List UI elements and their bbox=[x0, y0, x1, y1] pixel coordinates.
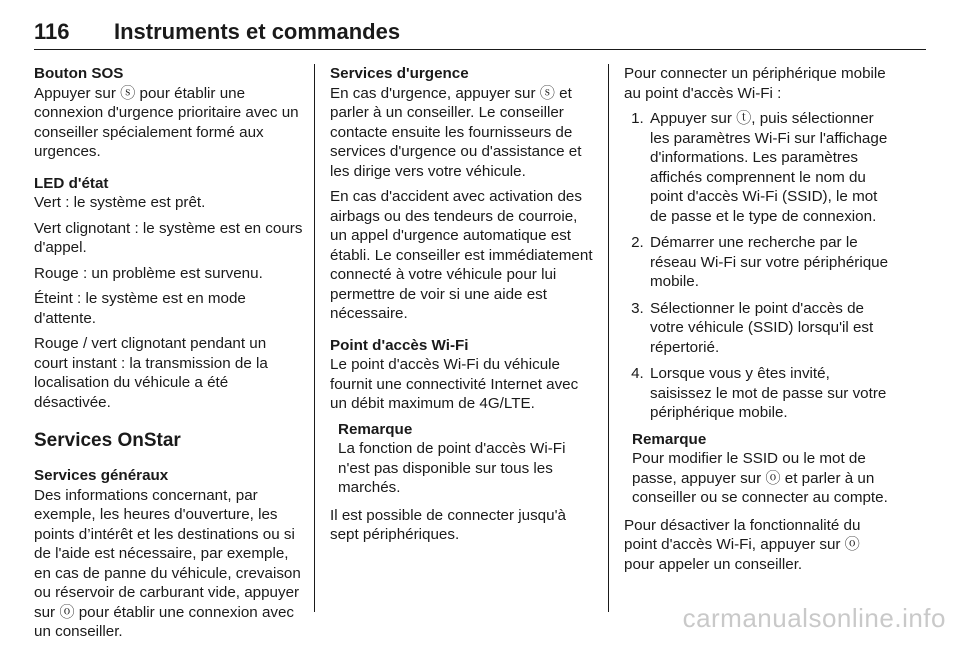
wifi-text: Le point d'accès Wi-Fi du véhicule fournit une connectivité Internet avec un débit maximum de 4G/LTE. bbox=[330, 356, 579, 412]
led-status-standby: Éteint : le système est en mode d'attente. bbox=[34, 290, 246, 327]
led-status-ready: Vert : le système est prêt. bbox=[34, 194, 206, 211]
devices-text: Il est possible de connecter jusqu'à sept périphériques. bbox=[330, 506, 566, 543]
note-box bbox=[338, 420, 596, 498]
watermark: carmanualsonline.info bbox=[682, 603, 946, 633]
note-heading: Remarque bbox=[632, 430, 707, 448]
page-title: Instruments et commandes bbox=[114, 19, 401, 44]
connect-intro: Pour connecter un périphérique mobile au point d'accès Wi-Fi : bbox=[624, 65, 886, 102]
led-status-problem: Rouge : un problème est survenu. bbox=[34, 264, 263, 282]
column-divider bbox=[314, 64, 315, 612]
list-item: 3. Sélectionner le point d'accès de votre véhicule (SSID) lorsqu'il est répertorié. bbox=[648, 299, 890, 358]
emergency-heading: Services d'urgence bbox=[330, 65, 469, 82]
list-item: 4. Lorsque vous y êtes invité, saisissez le mot de passe sur votre périphérique mobile. bbox=[648, 364, 890, 423]
page-number: 116 bbox=[34, 19, 70, 44]
deactivate-text: Pour désactiver la fonctionnalité du point d'accès Wi-Fi, appuyer sur ⓞ pour appeler un conseiller. bbox=[624, 516, 861, 573]
general-services-heading: Services généraux bbox=[34, 467, 169, 484]
section-title: Services OnStar bbox=[34, 430, 181, 451]
column-divider bbox=[608, 64, 609, 612]
column-middle bbox=[330, 64, 596, 551]
led-status-calling: Vert clignotant : le système est en cours d'appel. bbox=[34, 219, 303, 256]
note-text: Pour modifier le SSID ou le mot de passe, appuyer sur ⓞ et parler à un conseiller ou se connecter au compte. bbox=[632, 450, 888, 506]
connect-steps bbox=[624, 109, 890, 423]
column-left bbox=[34, 64, 304, 648]
column-right bbox=[624, 64, 890, 580]
led-heading: LED d'état bbox=[34, 174, 109, 192]
emergency-text-2: En cas d'accident avec activation des airbags ou des tendeurs de courroie, un appel d'urgence automatique est établi. Le conseiller est immédiatement connecté à votre véhicule pour lui permettre de voir si une aide est nécessaire. bbox=[330, 188, 593, 322]
sos-text: Appuyer sur ⓢ pour établir une connexion d'urgence prioritaire avec un conseiller spécialement formé aux urgences. bbox=[34, 84, 299, 160]
note-box bbox=[632, 430, 890, 508]
page-header bbox=[34, 14, 926, 50]
note-text: La fonction de point d'accès Wi-Fi n'est pas disponible sur tous les marchés. bbox=[338, 440, 566, 496]
sos-heading: Bouton SOS bbox=[34, 65, 124, 82]
list-item: 2. Démarrer une recherche par le réseau Wi-Fi sur votre périphérique mobile. bbox=[648, 233, 890, 292]
general-services-text: Des informations concernant, par exemple, les heures d'ouverture, les points d’intérêt et les destinations ou si de l'aide est nécessaire, par exemple, en cas de panne du véhicule, crevaison ou réservoir de carburant vide, appuyer sur ⓞ pour établir une connexion avec un conseiller. bbox=[34, 486, 301, 640]
led-status-location-off: Rouge / vert clignotant pendant un court instant : la transmission de la localisation du véhicule a été désactivée. bbox=[34, 335, 268, 411]
note-heading: Remarque bbox=[338, 420, 413, 438]
emergency-text-1: En cas d'urgence, appuyer sur ⓢ et parler à un conseiller. Le conseiller contacte ensuite les fournisseurs de services d'urgence ou d'assistance et les dirige vers votre véhicule. bbox=[330, 84, 582, 180]
wifi-heading: Point d'accès Wi-Fi bbox=[330, 336, 469, 354]
list-item: 1. Appuyer sur ⓣ, puis sélectionner les paramètres Wi-Fi sur l'affichage d'informations. Les paramètres affichés comprennent le nom du point d'accès Wi-Fi (SSID), le mot de passe et le type de connexion. bbox=[648, 109, 890, 226]
